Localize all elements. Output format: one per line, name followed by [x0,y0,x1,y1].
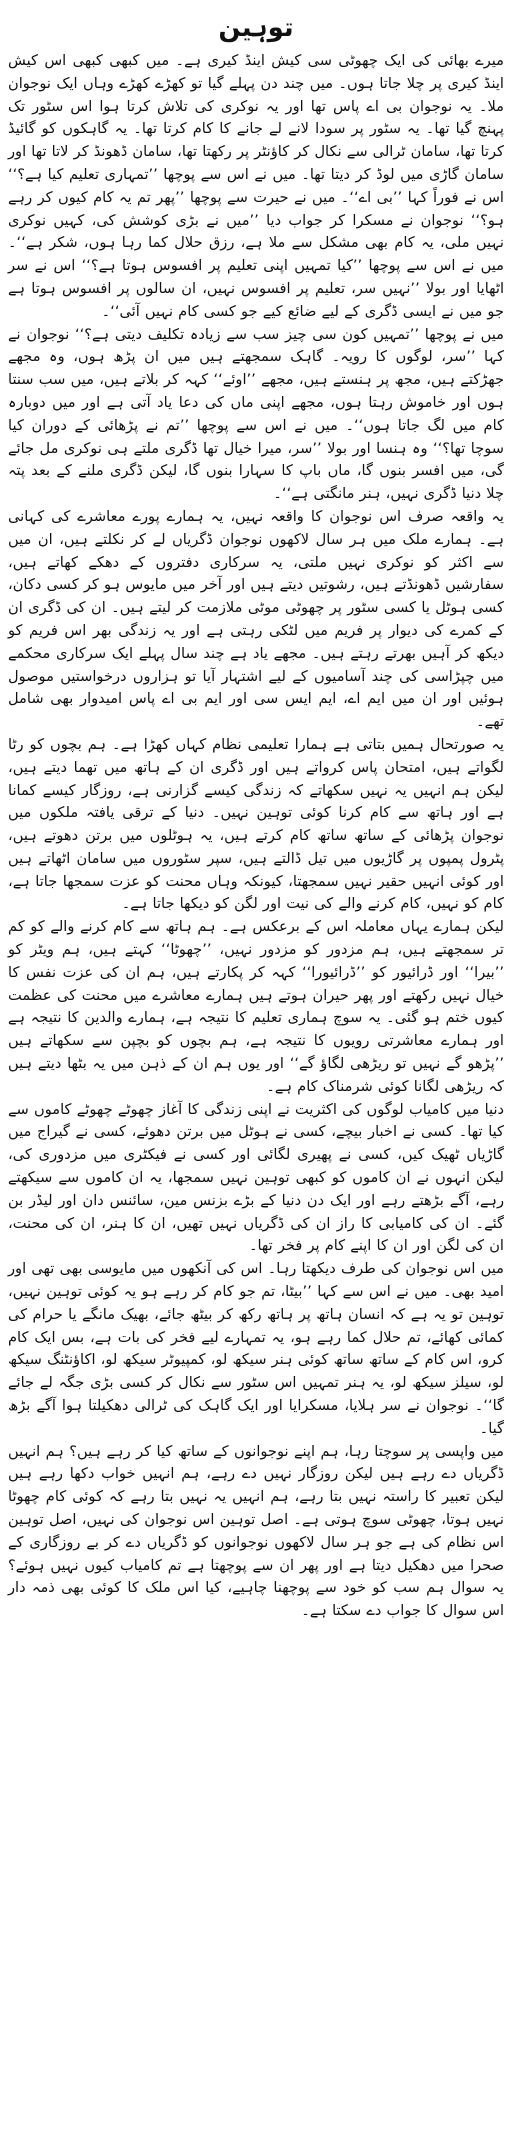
paragraph-6: دنیا میں کامیاب لوگوں کی اکثریت نے اپنی زندگی کا آغاز چھوٹے چھوٹے کاموں سے کیا تھا۔ کسی نے اخبار بیچے، کسی نے ہوٹل میں برتن دھوئے، کسی نے گیراج میں گاڑیاں ٹھیک کیں، کسی نے پھیری لگائی اور کسی نے فیکٹری میں مزدوری کی، لیکن انہوں نے ان کاموں کو کبھی توہین نہیں سمجھا، یہ ان کاموں سے سیکھتے رہے، آگے بڑھتے رہے اور ایک دن دنیا کے بڑے بزنس مین، سائنس دان اور لیڈر بن گئے۔ ان کی کامیابی کا راز ان کی ڈگریاں نہیں تھیں، ان کا ہنر، ان کی محنت، ان کی لگن اور ان کا اپنے کام پر فخر تھا۔ [8,1100,504,1255]
paragraph-8: میں واپسی پر سوچتا رہا، ہم اپنے نوجوانوں کے ساتھ کیا کر رہے ہیں؟ ہم انہیں ڈگریاں دے رہے ہیں لیکن روزگار نہیں دے رہے، ہم انہیں خواب دکھا رہے ہیں لیکن تعبیر کا راستہ نہیں بتا رہے، ہم انہیں یہ نہیں بتا رہے کہ کوئی کام چھوٹا نہیں ہوتا، چھوٹی سوچ ہوتی ہے۔ اصل توہین اس نوجوان کی نہیں، اصل توہین اس نظام کی ہے جو ہر سال لاکھوں نوجوانوں کو ڈگریاں دے کر بے روزگاری کے صحرا میں دھکیل دیتا ہے اور پھر ان سے پوچھتا ہے تم کامیاب کیوں نہیں ہوئے؟ یہ سوال ہم سب کو خود سے پوچھنا چاہیے، کیا اس ملک کا کوئی بھی ذمہ دار اس سوال کا جواب دے سکتا ہے۔ [8,1442,504,1620]
paragraph-3: یہ واقعہ صرف اس نوجوان کا واقعہ نہیں، یہ ہمارے پورے معاشرے کی کہانی ہے۔ ہمارے ملک میں ہر سال لاکھوں نوجوان ڈگریاں لے کر نکلتے ہیں، ان میں سے اکثر کو نوکری نہیں ملتی، یہ سرکاری دفتروں کے دھکے کھاتے ہیں، سفارشیں ڈھونڈتے ہیں، رشوتیں دیتے ہیں اور آخر میں مایوس ہو کر کسی دکان، کسی ہوٹل یا کسی سٹور پر چھوٹی موٹی ملازمت کر لیتے ہیں۔ ان کی ڈگری ان کے کمرے کی دیوار پر فریم میں لٹکی رہتی ہے اور یہ زندگی بھر اس فریم کو دیکھ کر آہیں بھرتے رہتے ہیں۔ مجھے یاد ہے چند سال پہلے ایک سرکاری محکمے میں چپڑاسی کی چند آسامیوں کے لیے اشتہار آیا تو ہزاروں درخواستیں موصول ہوئیں اور ان میں ایم اے، ایم ایس سی اور ایم بی اے پاس امیدوار بھی شامل تھے۔ [8,507,504,731]
column-body [8,50,504,1623]
column-title: توہین [218,13,294,43]
paragraph-5: لیکن ہمارے یہاں معاملہ اس کے برعکس ہے۔ ہم ہاتھ سے کام کرنے والے کو کم تر سمجھتے ہیں، ہم مزدور کو مزدور نہیں، ’’چھوٹا‘‘ کہتے ہیں، ہم ویٹر کو ’’بیرا‘‘ اور ڈرائیور کو ’’ڈرائیورا‘‘ کہہ کر پکارتے ہیں، ہم ان کی عزت نفس کا خیال نہیں رکھتے اور پھر حیران ہوتے ہیں ہمارے معاشرے میں محنت کی عظمت کیوں ختم ہو گئی۔ یہ سوچ ہماری تعلیم کا نتیجہ ہے، ہمارے والدین کا نتیجہ ہے اور ہمارے معاشرتی رویوں کا نتیجہ ہے، ہم بچوں کو بچپن سے سکھاتے ہیں ’’پڑھو گے نہیں تو ریڑھی لگاؤ گے‘‘ اور یوں ہم ان کے ذہن میں یہ بٹھا دیتے ہیں کہ ریڑھی لگانا کوئی شرمناک کام ہے۔ [8,918,504,1095]
paragraph-4: یہ صورتحال ہمیں بتاتی ہے ہمارا تعلیمی نظام کہاں کھڑا ہے۔ ہم بچوں کو رٹا لگواتے ہیں، امتحان پاس کرواتے ہیں اور ڈگری ان کے ہاتھ میں تھما دیتے ہیں، لیکن ہم انہیں یہ نہیں سکھاتے کہ زندگی کیسے گزارنی ہے، روزگار کیسے کمانا ہے اور ہاتھ سے کام کرنا کوئی توہین نہیں۔ دنیا کے ترقی یافتہ ملکوں میں نوجوان پڑھائی کے ساتھ ساتھ کام کرتے ہیں، یہ ہوٹلوں میں برتن دھوتے ہیں، پٹرول پمپوں پر گاڑیوں میں تیل ڈالتے ہیں، سپر سٹوروں میں سامان اٹھاتے ہیں اور کوئی انہیں حقیر نہیں سمجھتا، کیونکہ وہاں محنت کو عزت سمجھا جاتا ہے، کام کو نہیں، کام کرنے والے کی نیت اور لگن کو دیکھا جاتا ہے۔ [8,735,504,913]
paragraph-7: میں اس نوجوان کی طرف دیکھتا رہا۔ اس کی آنکھوں میں مایوسی بھی تھی اور امید بھی۔ میں نے اس سے کہا ’’بیٹا، تم جو کام کر رہے ہو یہ کوئی توہین نہیں، توہین تو یہ ہے کہ انسان ہاتھ پر ہاتھ رکھ کر بیٹھ جائے، بھیک مانگے یا حرام کی کمائی کھائے، تم حلال کما رہے ہو، یہ تمہارے لیے فخر کی بات ہے، بس ایک کام کرو، اس کام کے ساتھ ساتھ کوئی ہنر سیکھ لو، کمپیوٹر سیکھ لو، اکاؤنٹنگ سیکھ لو، سیلز سیکھ لو، یہ ہنر تمہیں اس سٹور سے نکال کر کسی بڑی جگہ لے جائے گا‘‘۔ نوجوان نے سر ہلایا، مسکرایا اور ایک گاہک کی ٹرالی دھکیلتا ہوا آگے بڑھ گیا۔ [8,1260,504,1437]
paragraph-1: میرے بھائی کی ایک چھوٹی سی کیش اینڈ کیری ہے۔ میں کبھی کبھی اس کیش اینڈ کیری پر چلا جاتا ہوں۔ میں چند دن پہلے گیا تو کھڑے کھڑے وہاں ایک نوجوان ملا۔ یہ نوجوان بی اے پاس تھا اور یہ نوکری کی تلاش کرتا ہوا اس سٹور تک پہنچ گیا تھا۔ یہ سٹور پر سودا لانے لے جانے کا کام کرتا تھا۔ یہ گاہکوں کو گائیڈ کرتا تھا، سامان ٹرالی سے نکال کر کاؤنٹر پر رکھتا تھا، سامان ڈھونڈ کر لاتا تھا اور سامان گاڑی میں لوڈ کر دیتا تھا۔ میں نے اس سے پوچھا ’’تمہاری تعلیم کیا ہے؟‘‘ اس نے فوراً کہا ’’بی اے‘‘۔ میں نے حیرت سے پوچھا ’’پھر تم یہ کام کیوں کر رہے ہو؟‘‘ نوجوان نے مسکرا کر جواب دیا ’’میں نے بڑی کوشش کی، کہیں نوکری نہیں ملی، یہ کام بھی مشکل سے ملا ہے، رزق حلال کما رہا ہوں، شکر ہے‘‘۔ میں نے اس سے پوچھا ’’کیا تمہیں اپنی تعلیم پر افسوس ہوتا ہے؟‘‘ اس نے سر اٹھایا اور بولا ’’نہیں سر، تعلیم پر افسوس نہیں، ان سالوں پر افسوس ہوتا ہے جو میں نے ایسی ڈگری کے لیے ضائع کیے جو کسی کام نہیں آئی‘‘۔ [8,52,504,320]
paragraph-2: میں نے پوچھا ’’تمہیں کون سی چیز سب سے زیادہ تکلیف دیتی ہے؟‘‘ نوجوان نے کہا ’’سر، لوگوں کا رویہ۔ گاہک سمجھتے ہیں میں ان پڑھ ہوں، وہ مجھے جھڑکتے ہیں، مجھ پر ہنستے ہیں، مجھے ’’اوئے‘‘ کہہ کر بلاتے ہیں، میں سب سنتا ہوں اور خاموش رہتا ہوں، مجھے اپنی ماں کی دعا یاد آتی ہے اور میں دوبارہ کام میں لگ جاتا ہوں‘‘۔ میں نے اس سے پوچھا ’’تم نے پڑھائی کے دوران کیا سوچا تھا؟‘‘ وہ ہنسا اور بولا ’’سر، میرا خیال تھا ڈگری ملتے ہی نوکری مل جائے گی، میں افسر بنوں گا، ماں باپ کا سہارا بنوں گا، لیکن ڈگری ملنے کے بعد پتہ چلا دنیا ڈگری نہیں، ہنر مانگتی ہے‘‘۔ [8,325,504,503]
